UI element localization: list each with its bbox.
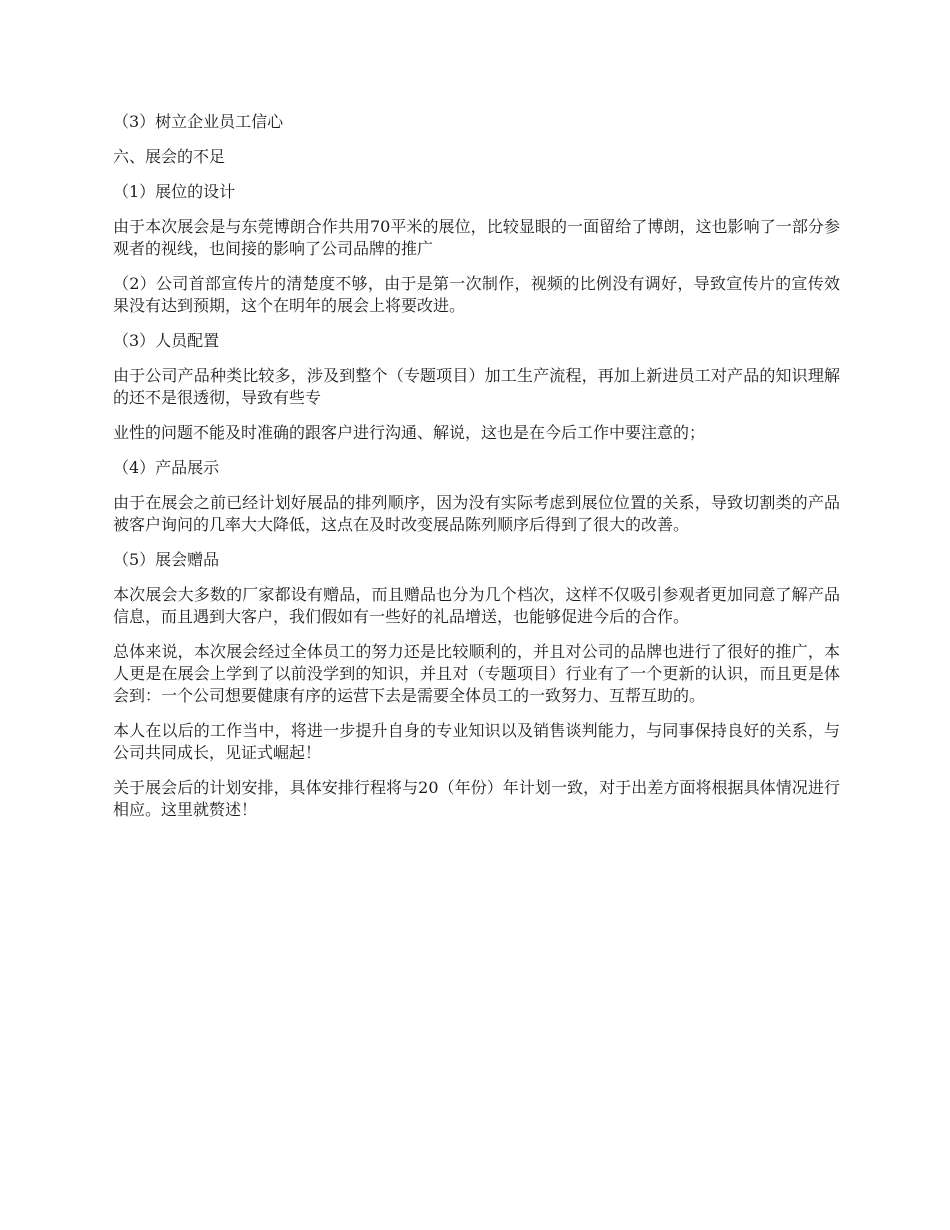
section-heading-product-display: （4）产品展示 [113,458,220,477]
section-heading-giveaways: （5）展会赠品 [113,550,220,569]
paragraph-personal-plan: 本人在以后的工作当中，将进一步提升自身的专业知识以及销售谈判能力，与同事保持良好的关系，与公司共同成长，见证式崛起！ [113,721,840,762]
paragraph-product-display: 由于在展会之前已经计划好展品的排列顺序，因为没有实际考虑到展位位置的关系，导致切割类的产品被客户询问的几率大大降低，这点在及时改变展品陈列顺序后得到了很大的改善。 [113,493,840,534]
paragraph-staffing-1: 由于公司产品种类比较多，涉及到整个（专题项目）加工生产流程，再加上新进员工对产品的知识理解的还不是很透彻，导致有些专 [113,366,840,407]
paragraph-booth-design: 由于本次展会是与东莞博朗合作共用70平米的展位，比较显眼的一面留给了博朗，这也影响了一部分参观者的视线，也间接的影响了公司品牌的推广 [113,217,840,258]
paragraph-post-show-plan: 关于展会后的计划安排，具体安排行程将与20（年份）年计划一致，对于出差方面将根据具体情况进行相应。这里就赘述！ [113,778,840,819]
paragraph-giveaways: 本次展会大多数的厂家都设有赠品，而且赠品也分为几个档次，这样不仅吸引参观者更加同意了解产品信息，而且遇到大客户，我们假如有一些好的礼品增送，也能够促进今后的合作。 [113,585,840,626]
chapter-heading-shortcomings: 六、展会的不足 [113,147,226,166]
section-heading-booth-design: （1）展位的设计 [113,182,236,201]
document-page [113,111,840,834]
section-heading-staffing: （3）人员配置 [113,331,220,350]
paragraph-staffing-2: 业性的问题不能及时准确的跟客户进行沟通、解说，这也是在今后工作中要注意的； [113,423,706,442]
section-heading-build-confidence: （3）树立企业员工信心 [113,112,284,131]
paragraph-promo-video: （2）公司首部宣传片的清楚度不够，由于是第一次制作，视频的比例没有调好，导致宣传片的宣传效果没有达到预期，这个在明年的展会上将要改进。 [113,274,840,315]
paragraph-summary: 总体来说，本次展会经过全体员工的努力还是比较顺利的，并且对公司的品牌也进行了很好的推广，本人更是在展会上学到了以前没学到的知识，并且对（专题项目）行业有了一个更新的认识，而且更是体会到：一个公司想要健康有序的运营下去是需要全体员工的一致努力、互帮互助的。 [113,642,840,705]
